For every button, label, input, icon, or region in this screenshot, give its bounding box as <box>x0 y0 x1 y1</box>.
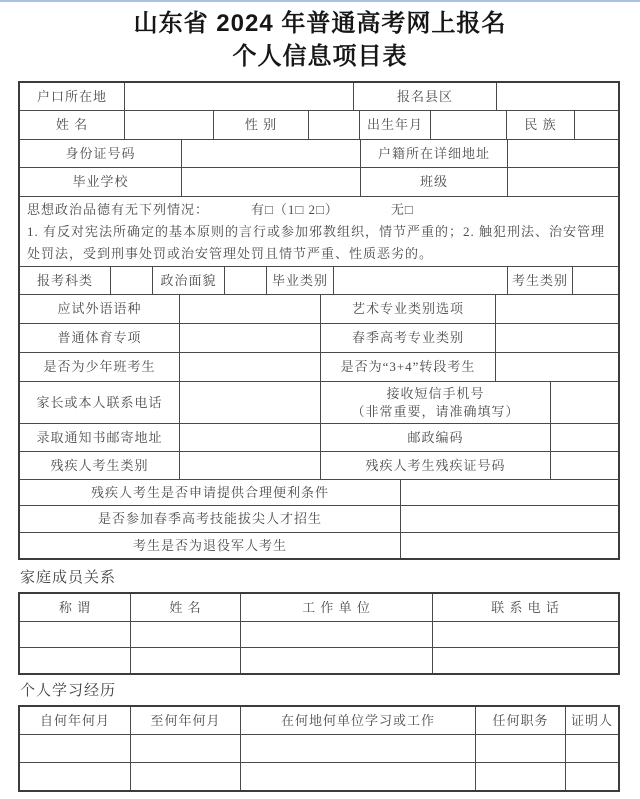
foreign-lang-label: 应试外语语种 <box>57 301 142 316</box>
study-table-header-row <box>20 707 618 734</box>
ideology-no-checkbox[interactable]: 无□ <box>390 202 414 217</box>
veteran-label: 考生是否为退役军人考生 <box>132 537 287 553</box>
disability-convenience-label: 残疾人考生是否申请提供合理便利条件 <box>90 484 329 500</box>
spring-talent-label: 是否参加春季高考技能拔尖人才招生 <box>97 511 322 526</box>
row-foreign-lang <box>20 294 618 323</box>
birth-label: 出生年月 <box>359 111 430 139</box>
pe-specialty-field[interactable] <box>179 324 320 352</box>
grad-type-field[interactable] <box>333 267 507 294</box>
row-hukou <box>20 83 618 110</box>
hukou-address-label: 户籍所在详细地址 <box>360 140 507 167</box>
family-table-row <box>20 621 618 647</box>
row-id-number <box>20 139 618 167</box>
study-header-to: 至何年何月 <box>130 707 240 734</box>
family-header-name: 姓 名 <box>130 594 240 621</box>
three-plus-four-label: 是否为“3+4”转段考生 <box>320 353 495 381</box>
school-field[interactable] <box>181 168 360 196</box>
school-label: 毕业学校 <box>72 174 129 189</box>
class-label: 班级 <box>360 168 507 196</box>
disability-id-label: 残疾人考生残疾证号码 <box>320 452 550 479</box>
study-place-field[interactable] <box>240 763 475 790</box>
sms-phone-label-line1: 接收短信手机号 <box>386 385 485 401</box>
study-reference-field[interactable] <box>565 763 618 790</box>
ideology-line1 <box>27 199 612 221</box>
family-section-title: 家庭成员关系 <box>20 570 117 586</box>
disability-convenience-field[interactable] <box>400 480 618 505</box>
ideology-question: 思想政治品德有无下列情况： <box>27 202 210 217</box>
county-label: 报名县区 <box>353 83 496 110</box>
youth-class-field[interactable] <box>179 353 320 381</box>
row-name <box>20 110 618 139</box>
study-header-place: 在何地何单位学习或工作 <box>240 707 475 734</box>
sms-phone-label <box>320 382 550 423</box>
row-mail-address <box>20 423 618 451</box>
grad-type-label: 毕业类别 <box>266 267 333 294</box>
candidate-type-label: 考生类别 <box>507 267 572 294</box>
pe-specialty-label: 普通体育专项 <box>57 330 142 345</box>
disability-type-field[interactable] <box>179 452 320 479</box>
veteran-field[interactable] <box>400 533 618 558</box>
family-table-row <box>20 647 618 673</box>
name-field[interactable] <box>124 111 213 139</box>
spring-major-field[interactable] <box>495 324 618 352</box>
ethnic-label: 民 族 <box>506 111 574 139</box>
category-field[interactable] <box>110 267 152 294</box>
study-from-field[interactable] <box>20 735 130 762</box>
study-from-field[interactable] <box>20 763 130 790</box>
political-field[interactable] <box>224 267 266 294</box>
main-form-table <box>18 81 620 560</box>
contact-phone-label: 家长或本人联系电话 <box>36 394 163 410</box>
family-phone-field[interactable] <box>432 622 618 647</box>
hukou-label: 户口所在地 <box>36 88 107 104</box>
family-relation-field[interactable] <box>20 648 130 673</box>
disability-id-field[interactable] <box>550 452 618 479</box>
row-veteran <box>20 532 618 558</box>
gender-label: 性 别 <box>213 111 308 139</box>
family-relation-field[interactable] <box>20 622 130 647</box>
row-pe-specialty <box>20 323 618 352</box>
study-header-from: 自何年何月 <box>39 712 110 728</box>
study-table-row <box>20 762 618 790</box>
family-header-workunit: 工 作 单 位 <box>240 594 432 621</box>
id-number-label: 身份证号码 <box>65 145 136 161</box>
art-major-field[interactable] <box>495 295 618 323</box>
family-name-field[interactable] <box>130 622 240 647</box>
family-table <box>18 592 620 675</box>
postal-code-field[interactable] <box>550 424 618 451</box>
form-title-line1: 山东省 2024 年普通高考网上报名 <box>133 10 507 37</box>
family-header-relation: 称 谓 <box>58 599 92 615</box>
id-number-field[interactable] <box>181 140 360 167</box>
family-table-header-row <box>20 594 618 621</box>
youth-class-label: 是否为少年班考生 <box>43 359 156 374</box>
form-title <box>0 7 640 73</box>
study-position-field[interactable] <box>475 735 565 762</box>
art-major-label: 艺术专业类别选项 <box>320 295 495 323</box>
foreign-lang-field[interactable] <box>179 295 320 323</box>
page-top-accent-line <box>0 0 640 2</box>
spring-major-label: 春季高考专业类别 <box>320 324 495 352</box>
study-header-position: 任何职务 <box>475 707 565 734</box>
category-label: 报考科类 <box>36 272 93 288</box>
study-position-field[interactable] <box>475 763 565 790</box>
sms-phone-label-line2: （非常重要，请准确填写） <box>351 403 520 419</box>
row-disability-convenience <box>20 479 618 505</box>
row-disability-type <box>20 451 618 479</box>
row-contact-phone <box>20 381 618 423</box>
family-workunit-field[interactable] <box>240 648 432 673</box>
study-table <box>18 705 620 792</box>
family-phone-field[interactable] <box>432 648 618 673</box>
study-header-reference: 证明人 <box>565 707 618 734</box>
gender-field[interactable] <box>308 111 359 139</box>
county-field[interactable] <box>496 83 618 110</box>
study-place-field[interactable] <box>240 735 475 762</box>
hukou-field[interactable] <box>124 83 353 110</box>
study-to-field[interactable] <box>130 735 240 762</box>
three-plus-four-field[interactable] <box>495 353 618 381</box>
family-header-phone: 联 系 电 话 <box>432 594 618 621</box>
contact-phone-field[interactable] <box>179 382 320 423</box>
form-title-line2: 个人信息项目表 <box>232 43 408 70</box>
disability-type-label: 残疾人考生类别 <box>50 457 149 473</box>
spring-talent-field[interactable] <box>400 506 618 532</box>
row-ideology <box>20 196 618 266</box>
family-name-field[interactable] <box>130 648 240 673</box>
study-reference-field[interactable] <box>565 735 618 762</box>
ideology-note: 1. 有反对宪法所确定的基本原则的言行或参加邪教组织，情节严重的；2. 触犯刑法、治安管理处罚法，受到刑事处罚或治安管理处罚且情节严重、性质恶劣的。 <box>27 224 606 261</box>
name-label: 姓 名 <box>55 117 89 132</box>
postal-code-label: 邮政编码 <box>320 424 550 451</box>
hukou-address-field[interactable] <box>507 140 618 167</box>
family-workunit-field[interactable] <box>240 622 432 647</box>
mail-address-label: 录取通知书邮寄地址 <box>36 429 163 445</box>
row-category <box>20 266 618 294</box>
birth-field[interactable] <box>430 111 506 139</box>
class-field[interactable] <box>507 168 618 196</box>
ethnic-field[interactable] <box>574 111 618 139</box>
study-to-field[interactable] <box>130 763 240 790</box>
sms-phone-field[interactable] <box>550 382 618 423</box>
mail-address-field[interactable] <box>179 424 320 451</box>
candidate-type-field[interactable] <box>572 267 618 294</box>
ideology-yes-checkboxes[interactable]: 有□（1□ 2□） <box>251 202 339 217</box>
political-label: 政治面貌 <box>152 267 224 294</box>
row-school <box>20 167 618 196</box>
row-spring-talent <box>20 505 618 532</box>
row-youth-class <box>20 352 618 381</box>
study-section-title: 个人学习经历 <box>20 683 117 699</box>
ideology-cell <box>20 197 618 266</box>
study-table-row <box>20 734 618 762</box>
